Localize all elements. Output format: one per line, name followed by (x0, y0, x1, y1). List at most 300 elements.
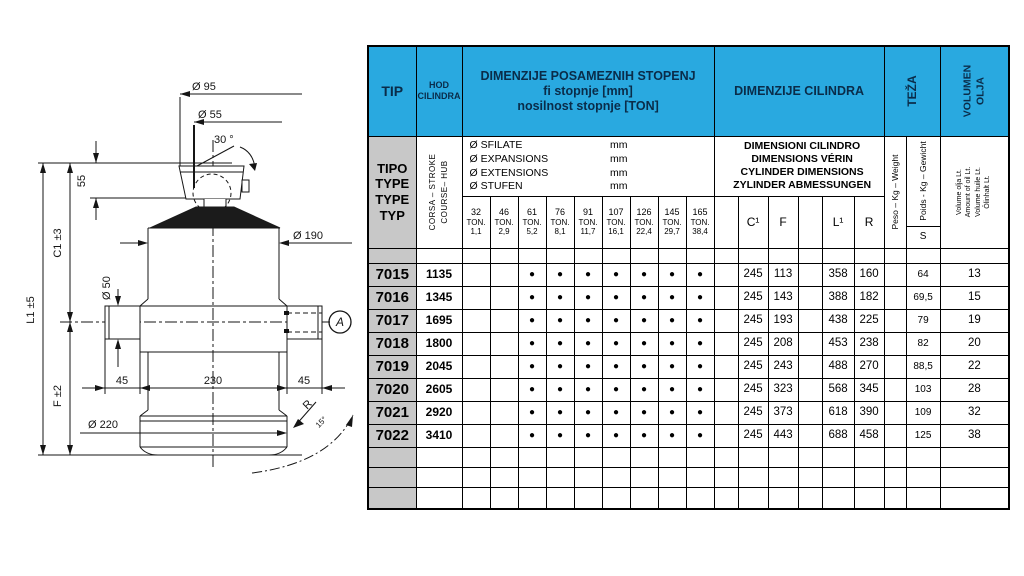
value-volume: 15 (940, 286, 1009, 309)
empty-cell (714, 487, 738, 509)
value-f: 193 (768, 309, 798, 332)
stage-dot: ● (630, 424, 658, 447)
value-c1: 245 (738, 309, 768, 332)
dim-diameter-50: Ø 50 (101, 276, 113, 300)
empty-cell (884, 309, 906, 332)
col-header-volume-multilang (940, 136, 1009, 248)
value-weight: 109 (906, 401, 940, 424)
stage-dot: ● (630, 332, 658, 355)
table-row (368, 309, 1009, 332)
empty-cell (368, 447, 416, 467)
stroke-line1: HOD (429, 80, 449, 91)
dim-col-blank1 (714, 196, 738, 248)
stage-dot: ● (546, 401, 574, 424)
cylinder-technical-drawing (0, 0, 366, 576)
row-tip: 7017 (368, 309, 416, 332)
empty-cell (884, 424, 906, 447)
value-l1: 453 (822, 332, 854, 355)
value-volume: 13 (940, 263, 1009, 286)
table-row (368, 355, 1009, 378)
stage-col-46: 46 TON. 2,9 (490, 196, 518, 248)
volume-title-line2: OLJA (974, 77, 987, 106)
dim-f: F ±2 (52, 385, 64, 407)
stage-diameter-legend (462, 136, 714, 196)
row-stroke: 1345 (416, 286, 462, 309)
spacer-row (368, 248, 1009, 263)
value-volume: 38 (940, 424, 1009, 447)
stage-dot (490, 332, 518, 355)
dim-radius-r: R (300, 397, 315, 412)
value-weight: 69,5 (906, 286, 940, 309)
value-f: 208 (768, 332, 798, 355)
empty-cell (490, 248, 518, 263)
empty-cell (546, 447, 574, 467)
empty-cell (714, 309, 738, 332)
col-header-oil-volume (940, 46, 1009, 136)
stage-dot: ● (602, 263, 630, 286)
empty-cell (906, 248, 940, 263)
dim-col-r: R (854, 196, 884, 248)
empty-cell (368, 487, 416, 509)
stage-dot (462, 401, 490, 424)
empty-cell (416, 467, 462, 487)
value-c1: 245 (738, 263, 768, 286)
stage-col-76: 76 TON. 8,1 (546, 196, 574, 248)
value-l1: 358 (822, 263, 854, 286)
empty-cell (368, 248, 416, 263)
col-header-stroke-multilang (416, 136, 462, 248)
detail-a-label: A (335, 315, 345, 329)
empty-cell (940, 467, 1009, 487)
row-stroke: 2605 (416, 378, 462, 401)
empty-cell (630, 487, 658, 509)
poids-label: Poids - Kg – Gewicht (918, 141, 928, 221)
stage-dot: ● (686, 355, 714, 378)
stage-dot: ● (546, 378, 574, 401)
stage-dot: ● (658, 424, 686, 447)
empty-cell (798, 447, 822, 467)
stage-dot: ● (630, 263, 658, 286)
empty-cell (798, 309, 822, 332)
empty-cell (602, 248, 630, 263)
stage-dot: ● (630, 355, 658, 378)
stage-col-91: 91 TON. 11,7 (574, 196, 602, 248)
corsa-line2: COURSE– HUB (440, 160, 449, 224)
empty-cell (884, 332, 906, 355)
dim-col-blank2 (798, 196, 822, 248)
empty-cell (940, 248, 1009, 263)
sfilate-unit: mm (610, 180, 628, 193)
value-r: 160 (854, 263, 884, 286)
stages-title-line2: fi stopnje [mm] (543, 83, 633, 98)
stages-title-line3: nosilnost stopnje [TON] (517, 98, 659, 113)
row-tip: 7021 (368, 401, 416, 424)
table-row (368, 263, 1009, 286)
stage-dot: ● (602, 355, 630, 378)
value-volume: 28 (940, 378, 1009, 401)
empty-cell (884, 467, 906, 487)
dim-230: 230 (203, 375, 223, 387)
empty-cell (884, 487, 906, 509)
empty-cell (686, 248, 714, 263)
empty-cell (518, 447, 546, 467)
value-c1: 245 (738, 424, 768, 447)
empty-cell (906, 447, 940, 467)
stage-dot: ● (546, 309, 574, 332)
stage-dot: ● (602, 401, 630, 424)
empty-cell (798, 401, 822, 424)
specification-table (367, 45, 1010, 510)
empty-cell (686, 487, 714, 509)
empty-cell (884, 447, 906, 467)
empty-row (368, 447, 1009, 467)
empty-cell (738, 487, 768, 509)
dim-col-c1: C¹ (738, 196, 768, 248)
value-weight: 88,5 (906, 355, 940, 378)
stage-dot: ● (574, 355, 602, 378)
empty-cell (798, 263, 822, 286)
value-l1: 688 (822, 424, 854, 447)
value-r: 390 (854, 401, 884, 424)
empty-cell (884, 355, 906, 378)
stage-col-107: 107 TON. 16,1 (602, 196, 630, 248)
value-r: 225 (854, 309, 884, 332)
value-weight: 125 (906, 424, 940, 447)
empty-cell (738, 467, 768, 487)
dim-diameter-95: Ø 95 (192, 81, 216, 93)
value-weight: 103 (906, 378, 940, 401)
stage-dot: ● (518, 309, 546, 332)
stage-col-61: 61 TON. 5,2 (518, 196, 546, 248)
empty-cell (574, 248, 602, 263)
empty-cell (714, 467, 738, 487)
empty-cell (822, 487, 854, 509)
empty-cell (738, 248, 768, 263)
empty-cell (490, 467, 518, 487)
empty-cell (884, 378, 906, 401)
value-f: 143 (768, 286, 798, 309)
stage-dot (490, 355, 518, 378)
empty-cell (462, 467, 490, 487)
sfilate-label: Ø EXPANSIONS (469, 152, 549, 165)
type-line2: TYPE (375, 176, 410, 192)
row-tip: 7015 (368, 263, 416, 286)
stage-col-165: 165 TON. 38,4 (686, 196, 714, 248)
value-c1: 245 (738, 332, 768, 355)
value-r: 458 (854, 424, 884, 447)
value-c1: 245 (738, 355, 768, 378)
empty-cell (854, 447, 884, 467)
volume-line2: Amount of oil Lt. (965, 166, 973, 218)
row-stroke: 2920 (416, 401, 462, 424)
row-tip: 7018 (368, 332, 416, 355)
empty-cell (906, 487, 940, 509)
value-f: 113 (768, 263, 798, 286)
col-header-type-multilang (368, 136, 416, 248)
empty-cell (686, 467, 714, 487)
empty-cell (884, 263, 906, 286)
empty-cell (798, 378, 822, 401)
empty-cell (714, 263, 738, 286)
stage-dot: ● (518, 424, 546, 447)
empty-cell (854, 248, 884, 263)
table-row (368, 378, 1009, 401)
stage-dot: ● (574, 332, 602, 355)
empty-cell (798, 355, 822, 378)
empty-cell (884, 248, 906, 263)
stage-dot (490, 401, 518, 424)
empty-cell (714, 286, 738, 309)
stage-dot: ● (602, 286, 630, 309)
volume-title-line1: VOLUMEN (961, 65, 974, 118)
dim-c1: C1 ±3 (52, 228, 64, 258)
col-header-poids (906, 136, 940, 226)
type-line3: TYPE (375, 192, 410, 207)
row-tip: 7019 (368, 355, 416, 378)
value-f: 373 (768, 401, 798, 424)
stage-dot: ● (658, 355, 686, 378)
stage-dot: ● (630, 378, 658, 401)
stage-dot: ● (546, 263, 574, 286)
col-header-peso (884, 136, 906, 248)
stage-dot (462, 355, 490, 378)
dimensioni-line4: ZYLINDER ABMESSUNGEN (733, 178, 872, 191)
stage-dot: ● (686, 332, 714, 355)
empty-cell (884, 286, 906, 309)
stage-dot: ● (546, 355, 574, 378)
value-r: 345 (854, 378, 884, 401)
stage-dot: ● (658, 401, 686, 424)
dimensioni-line2: DIMENSIONS VÉRIN (751, 153, 853, 166)
empty-cell (490, 447, 518, 467)
volume-line3: Volume huile Lt. (975, 167, 983, 217)
col-header-tip: TIP (368, 46, 416, 136)
empty-cell (906, 467, 940, 487)
dimensioni-line3: CYLINDER DIMENSIONS (740, 166, 864, 178)
empty-cell (574, 447, 602, 467)
type-line1: TIPO (377, 160, 408, 176)
stage-dot: ● (658, 332, 686, 355)
empty-cell (714, 248, 738, 263)
empty-cell (518, 467, 546, 487)
stages-title-line1: DIMENZIJE POSAMEZNIH STOPENJ (480, 68, 696, 83)
value-weight: 64 (906, 263, 940, 286)
sfilate-label: Ø SFILATE (469, 139, 523, 152)
stage-dot: ● (546, 424, 574, 447)
empty-row (368, 467, 1009, 487)
table-row (368, 424, 1009, 447)
empty-cell (368, 467, 416, 487)
empty-cell (630, 248, 658, 263)
value-l1: 388 (822, 286, 854, 309)
sfilate-label: Ø STUFEN (469, 180, 523, 193)
empty-cell (738, 447, 768, 467)
col-header-cylinder-dimensions: DIMENZIJE CILINDRA (714, 46, 884, 136)
stage-dot: ● (518, 401, 546, 424)
empty-cell (798, 467, 822, 487)
empty-cell (714, 447, 738, 467)
empty-cell (768, 447, 798, 467)
empty-cell (546, 467, 574, 487)
empty-cell (798, 424, 822, 447)
stage-col-32: 32 TON. 1,1 (462, 196, 490, 248)
dim-height-55: 55 (76, 174, 88, 188)
empty-cell (798, 286, 822, 309)
value-r: 238 (854, 332, 884, 355)
value-c1: 245 (738, 401, 768, 424)
empty-cell (574, 467, 602, 487)
s-cell: S (906, 226, 940, 248)
stage-dot: ● (602, 309, 630, 332)
stage-dot: ● (574, 309, 602, 332)
stage-dot: ● (686, 401, 714, 424)
row-stroke: 3410 (416, 424, 462, 447)
empty-cell (518, 248, 546, 263)
stage-dot: ● (686, 424, 714, 447)
empty-cell (658, 487, 686, 509)
peso-label: Peso – Kg – Weight (890, 154, 900, 230)
stage-dot: ● (658, 309, 686, 332)
row-stroke: 1800 (416, 332, 462, 355)
stage-dot: ● (686, 286, 714, 309)
stage-dot (462, 263, 490, 286)
stage-dot: ● (574, 378, 602, 401)
empty-cell (822, 447, 854, 467)
type-line4: TYP (379, 207, 405, 223)
stage-dot: ● (658, 378, 686, 401)
empty-cell (714, 332, 738, 355)
stage-dot: ● (630, 309, 658, 332)
empty-cell (518, 487, 546, 509)
empty-cell (940, 447, 1009, 467)
dim-45-right: 45 (297, 375, 311, 387)
dim-col-l1: L¹ (822, 196, 854, 248)
sfilate-unit: mm (610, 166, 628, 179)
stage-dot (490, 263, 518, 286)
stage-dot: ● (574, 286, 602, 309)
stage-dot: ● (518, 378, 546, 401)
empty-cell (546, 487, 574, 509)
stage-dot: ● (518, 263, 546, 286)
dim-45-left: 45 (115, 375, 129, 387)
value-volume: 22 (940, 355, 1009, 378)
empty-cell (574, 487, 602, 509)
value-l1: 618 (822, 401, 854, 424)
stage-dot: ● (630, 286, 658, 309)
value-volume: 19 (940, 309, 1009, 332)
empty-cell (714, 424, 738, 447)
empty-cell (462, 447, 490, 467)
dim-diameter-220: Ø 220 (88, 419, 118, 431)
stage-dot: ● (518, 286, 546, 309)
value-l1: 488 (822, 355, 854, 378)
stage-dot: ● (602, 378, 630, 401)
stage-dot (462, 332, 490, 355)
row-stroke: 2045 (416, 355, 462, 378)
table-row (368, 401, 1009, 424)
dim-diameter-190: Ø 190 (293, 230, 323, 242)
stage-dot: ● (602, 424, 630, 447)
row-tip: 7022 (368, 424, 416, 447)
header-row-main (368, 46, 1009, 136)
stage-dot: ● (658, 263, 686, 286)
stage-dot: ● (518, 332, 546, 355)
stage-dot: ● (686, 309, 714, 332)
empty-cell (630, 447, 658, 467)
empty-cell (658, 467, 686, 487)
empty-cell (462, 487, 490, 509)
col-header-stages (462, 46, 714, 136)
stage-dot: ● (574, 424, 602, 447)
stage-dot (462, 286, 490, 309)
empty-cell (714, 401, 738, 424)
dim-tilt-angle: 15° (313, 414, 329, 430)
empty-cell (416, 487, 462, 509)
dim-diameter-55: Ø 55 (198, 109, 222, 121)
value-r: 182 (854, 286, 884, 309)
value-volume: 20 (940, 332, 1009, 355)
stage-dot: ● (546, 286, 574, 309)
stage-dot: ● (518, 355, 546, 378)
weight-title: TEŽA (904, 75, 919, 107)
value-c1: 245 (738, 286, 768, 309)
empty-cell (798, 332, 822, 355)
volume-line1: Volume olja Lt. (956, 169, 964, 215)
empty-cell (490, 487, 518, 509)
stage-col-126: 126 TON. 22,4 (630, 196, 658, 248)
empty-cell (602, 487, 630, 509)
stage-dot: ● (546, 332, 574, 355)
row-tip: 7020 (368, 378, 416, 401)
stage-dot: ● (686, 378, 714, 401)
empty-cell (714, 355, 738, 378)
empty-cell (462, 248, 490, 263)
stage-dot (462, 309, 490, 332)
stage-dot (490, 424, 518, 447)
header-row-sub (368, 136, 1009, 196)
stage-dot: ● (658, 286, 686, 309)
empty-cell (416, 248, 462, 263)
volume-line4: Ölinhalt Lt. (984, 175, 992, 209)
stage-dot (490, 309, 518, 332)
col-header-stroke (416, 46, 462, 136)
value-f: 323 (768, 378, 798, 401)
sfilate-unit: mm (610, 139, 628, 152)
stage-dot: ● (602, 332, 630, 355)
empty-row (368, 487, 1009, 509)
value-volume: 32 (940, 401, 1009, 424)
stage-dot (462, 378, 490, 401)
corsa-line1: CORSA – STROKE (428, 153, 437, 231)
stage-dot (490, 378, 518, 401)
sfilate-unit: mm (610, 152, 628, 165)
cylinder-dimensions-legend (714, 136, 884, 196)
empty-cell (940, 487, 1009, 509)
stage-dot: ● (686, 263, 714, 286)
col-header-weight (884, 46, 940, 136)
value-l1: 568 (822, 378, 854, 401)
empty-cell (768, 467, 798, 487)
empty-cell (798, 487, 822, 509)
empty-cell (822, 467, 854, 487)
empty-cell (768, 248, 798, 263)
stage-col-145: 145 TON. 29,7 (658, 196, 686, 248)
stage-dot: ● (574, 263, 602, 286)
empty-cell (884, 401, 906, 424)
sfilate-label: Ø EXTENSIONS (469, 166, 549, 179)
value-r: 270 (854, 355, 884, 378)
table-row (368, 332, 1009, 355)
